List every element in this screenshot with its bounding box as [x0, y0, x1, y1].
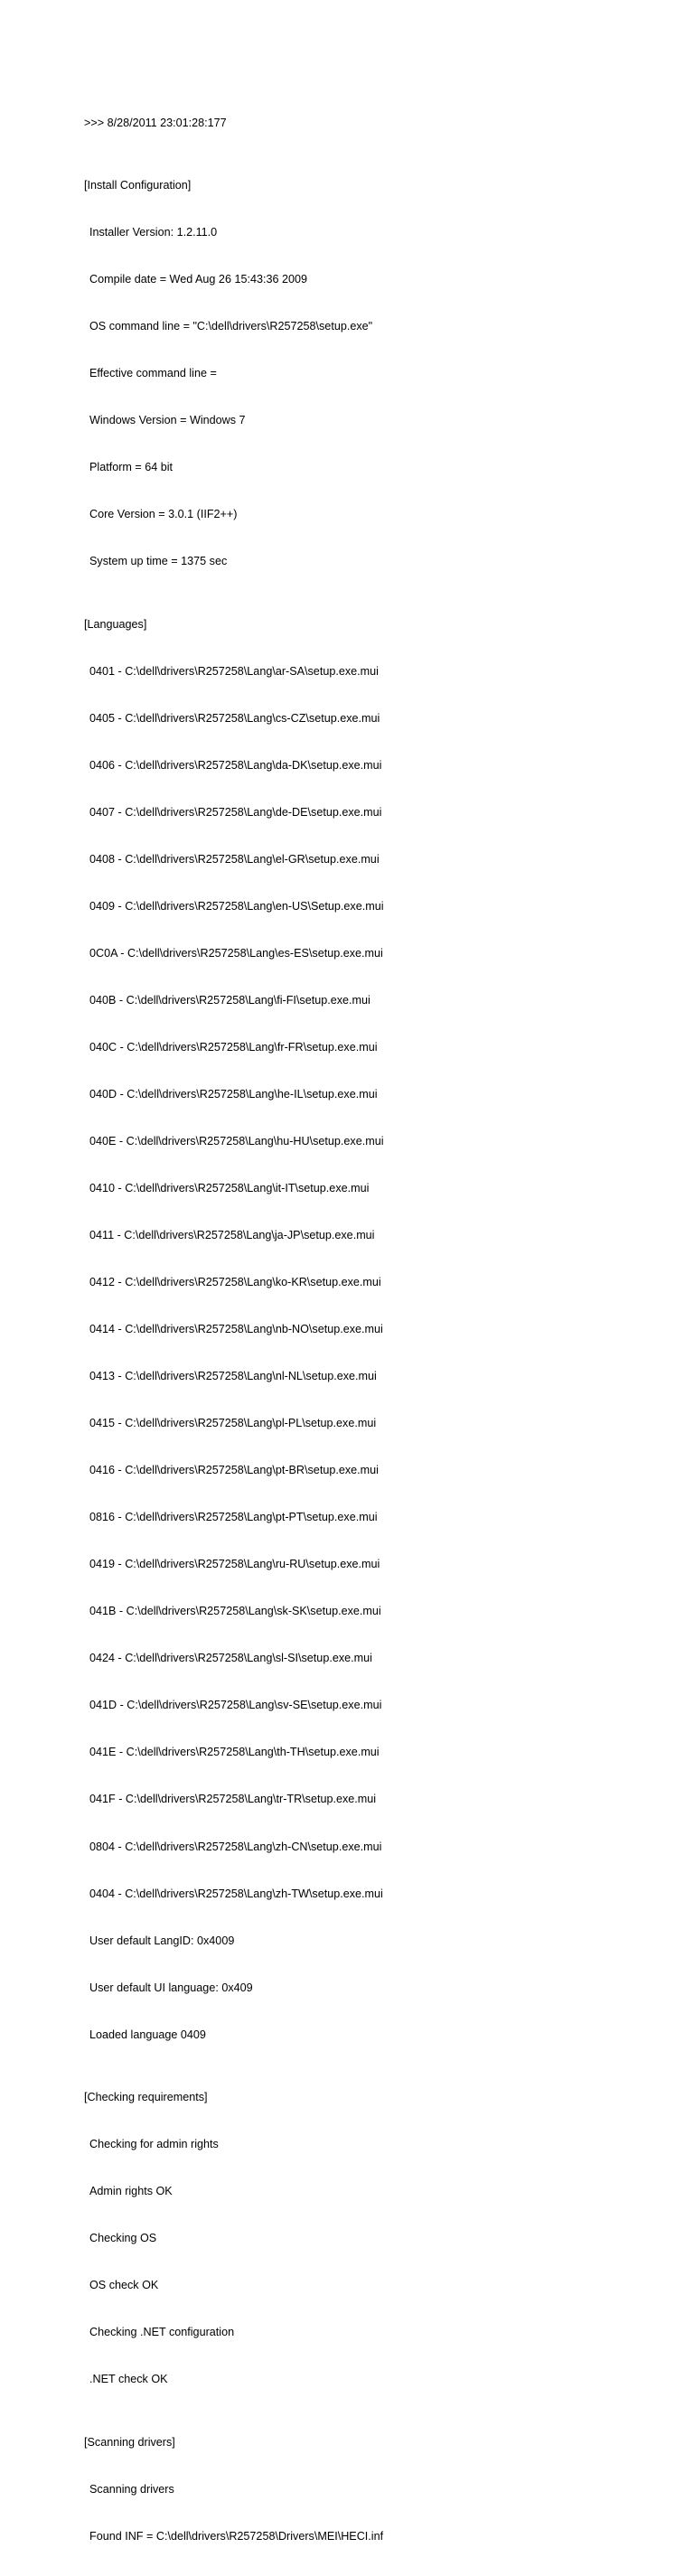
- requirements-line: OS check OK: [89, 2279, 159, 2292]
- section-heading-languages: [Languages]: [84, 617, 147, 631]
- language-line: 0404 - C:\dell\drivers\R257258\Lang\zh-TW\setup.exe.mui: [89, 1887, 383, 1900]
- language-line: 0804 - C:\dell\drivers\R257258\Lang\zh-CN\setup.exe.mui: [89, 1840, 382, 1853]
- log-timestamp-header: >>> 8/28/2011 23:01:28:177: [84, 116, 227, 129]
- install-config-line: Core Version = 3.0.1 (IIF2++): [89, 508, 238, 521]
- install-config-line: Installer Version: 1.2.11.0: [89, 226, 218, 239]
- language-line: 0416 - C:\dell\drivers\R257258\Lang\pt-BR\setup.exe.mui: [89, 1464, 379, 1477]
- install-config-line: OS command line = "C:\dell\drivers\R257258\setup.exe": [89, 320, 373, 333]
- language-line: 041B - C:\dell\drivers\R257258\Lang\sk-SK\setup.exe.mui: [89, 1605, 381, 1618]
- language-line: 0415 - C:\dell\drivers\R257258\Lang\pl-PL\setup.exe.mui: [89, 1417, 377, 1430]
- language-line: 040C - C:\dell\drivers\R257258\Lang\fr-FR\setup.exe.mui: [89, 1040, 378, 1054]
- requirements-line: Admin rights OK: [89, 2185, 173, 2198]
- language-line: 0414 - C:\dell\drivers\R257258\Lang\nb-NO\setup.exe.mui: [89, 1323, 383, 1336]
- language-line: 0C0A - C:\dell\drivers\R257258\Lang\es-ES\setup.exe.mui: [89, 946, 383, 960]
- section-heading-scanning-drivers: [Scanning drivers]: [84, 2435, 175, 2449]
- language-line: 0412 - C:\dell\drivers\R257258\Lang\ko-KR\setup.exe.mui: [89, 1276, 381, 1289]
- language-line: 0413 - C:\dell\drivers\R257258\Lang\nl-NL\setup.exe.mui: [89, 1370, 377, 1383]
- language-line: 041F - C:\dell\drivers\R257258\Lang\tr-TR\setup.exe.mui: [89, 1793, 377, 1806]
- section-heading-install-configuration: [Install Configuration]: [84, 179, 192, 192]
- language-line: 0410 - C:\dell\drivers\R257258\Lang\it-IT\setup.exe.mui: [89, 1182, 370, 1195]
- install-config-line: Effective command line =: [89, 367, 217, 380]
- language-line: 0419 - C:\dell\drivers\R257258\Lang\ru-RU\setup.exe.mui: [89, 1558, 380, 1571]
- install-config-line: Compile date = Wed Aug 26 15:43:36 2009: [89, 273, 307, 286]
- scanning-line: Found INF = C:\dell\drivers\R257258\Drivers\MEI\HECI.inf: [89, 2529, 384, 2543]
- language-line: 041D - C:\dell\drivers\R257258\Lang\sv-SE\setup.exe.mui: [89, 1699, 382, 1712]
- section-heading-checking-requirements: [Checking requirements]: [84, 2091, 208, 2103]
- language-line: 0407 - C:\dell\drivers\R257258\Lang\de-DE\setup.exe.mui: [89, 805, 382, 819]
- requirements-line: Checking .NET configuration: [89, 2326, 235, 2339]
- language-line: 0408 - C:\dell\drivers\R257258\Lang\el-GR\setup.exe.mui: [89, 852, 380, 866]
- language-line: Loaded language 0409: [89, 2028, 206, 2041]
- requirements-line: .NET check OK: [89, 2373, 168, 2386]
- language-line: 0411 - C:\dell\drivers\R257258\Lang\ja-JP\setup.exe.mui: [89, 1229, 375, 1242]
- language-line: 0409 - C:\dell\drivers\R257258\Lang\en-US\Setup.exe.mui: [89, 899, 384, 913]
- language-line: 0401 - C:\dell\drivers\R257258\Lang\ar-SA\setup.exe.mui: [89, 664, 379, 678]
- language-line: 040D - C:\dell\drivers\R257258\Lang\he-IL\setup.exe.mui: [89, 1088, 378, 1101]
- language-line: 040E - C:\dell\drivers\R257258\Lang\hu-HU\setup.exe.mui: [89, 1135, 384, 1148]
- language-line: User default UI language: 0x409: [89, 1981, 253, 1994]
- language-line: 040B - C:\dell\drivers\R257258\Lang\fi-FI\setup.exe.mui: [89, 993, 370, 1007]
- language-line: 0406 - C:\dell\drivers\R257258\Lang\da-DK\setup.exe.mui: [89, 758, 382, 772]
- language-line: 0816 - C:\dell\drivers\R257258\Lang\pt-PT\setup.exe.mui: [89, 1511, 378, 1524]
- scanning-line: Scanning drivers: [89, 2482, 174, 2496]
- requirements-line: Checking for admin rights: [89, 2138, 219, 2151]
- language-line: 0405 - C:\dell\drivers\R257258\Lang\cs-CZ\setup.exe.mui: [89, 711, 380, 725]
- language-line: User default LangID: 0x4009: [89, 1934, 235, 1947]
- requirements-line: Checking OS: [89, 2232, 157, 2245]
- language-line: 041E - C:\dell\drivers\R257258\Lang\th-TH\setup.exe.mui: [89, 1746, 380, 1759]
- install-config-line: Windows Version = Windows 7: [89, 414, 246, 427]
- install-log: [84, 84, 680, 2576]
- install-config-line: Platform = 64 bit: [89, 461, 174, 474]
- language-line: 0424 - C:\dell\drivers\R257258\Lang\sl-SI\setup.exe.mui: [89, 1652, 372, 1665]
- install-config-line: System up time = 1375 sec: [89, 555, 228, 568]
